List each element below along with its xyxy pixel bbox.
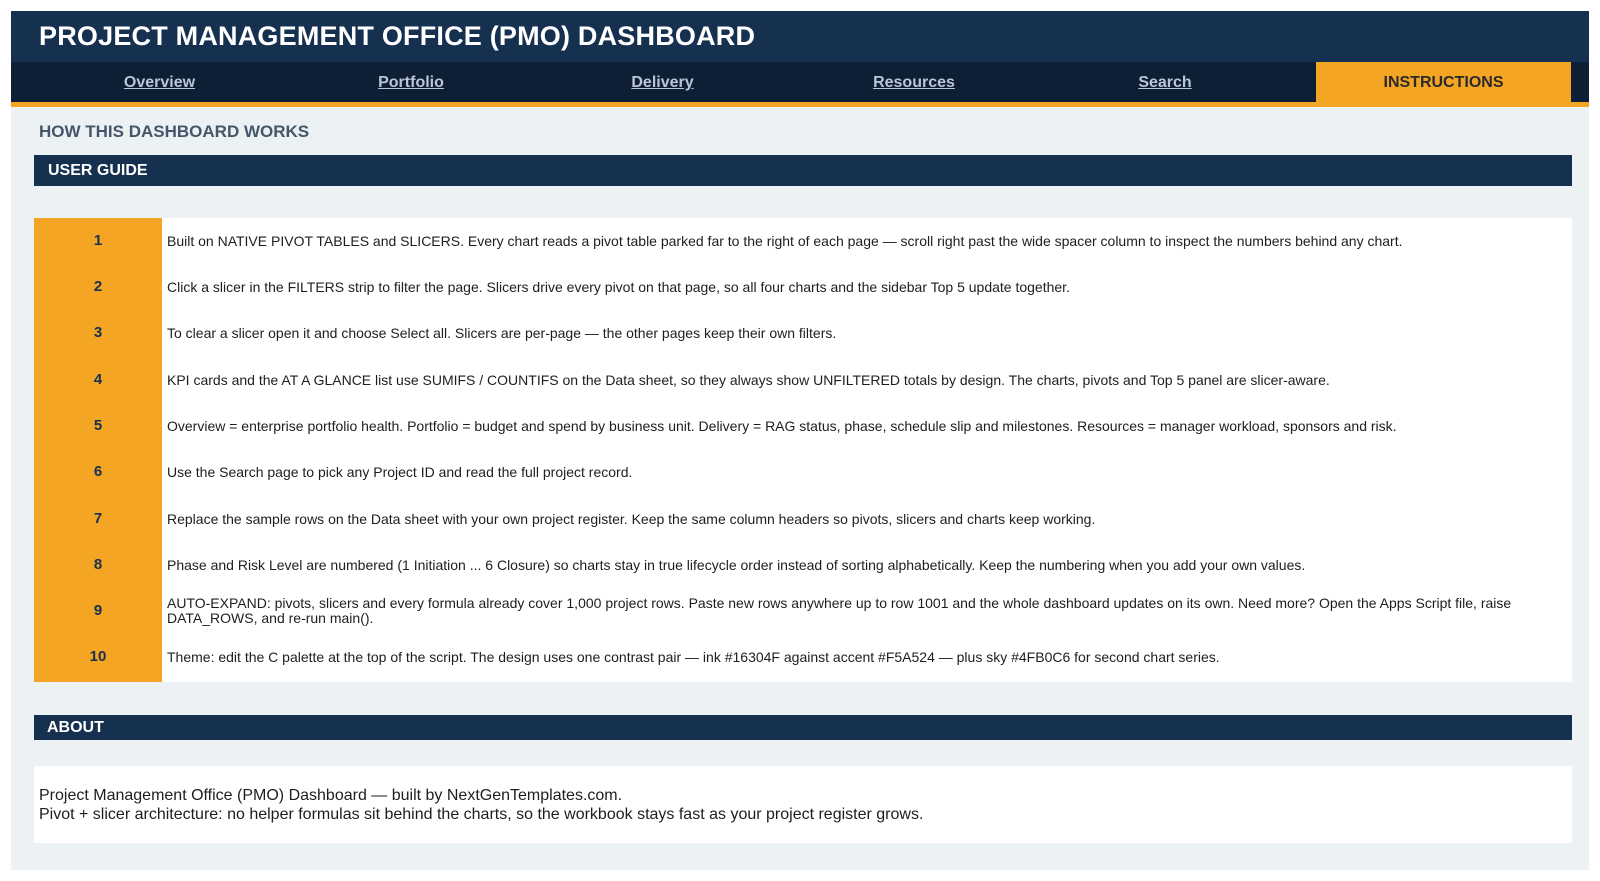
nav-bar	[11, 62, 1589, 102]
guide-row	[34, 634, 1572, 680]
step-text: Phase and Risk Level are numbered (1 Initiation ... 6 Closure) so charts stay in true lifecycle order instead of sorting alphabetically. Keep the numbering when you add your own values.	[167, 556, 1306, 573]
step-text: Click a slicer in the FILTERS strip to filter the page. Slicers drive every pivot on that page, so all four charts and the sidebar Top 5 update together.	[167, 278, 1070, 295]
step-text: KPI cards and the AT A GLANCE list use SUMIFS / COUNTIFS on the Data sheet, so they always show UNFILTERED totals by design. The charts, pivots and Top 5 panel are slicer-aware.	[167, 371, 1330, 388]
step-text: Overview = enterprise portfolio health. Portfolio = budget and spend by business unit. Delivery = RAG status, phase, schedule slip and milestones. Resources = manager workload, sponsors and risk.	[167, 417, 1397, 434]
user-guide-table	[34, 218, 1572, 682]
tab-resources[interactable]: Resources	[873, 74, 955, 91]
user-guide-heading: USER GUIDE	[34, 155, 1572, 186]
nav-underline-rule	[11, 102, 1589, 107]
about-line-1: Project Management Office (PMO) Dashboard — built by NextGenTemplates.com.	[39, 787, 623, 804]
step-number: 10	[89, 648, 107, 665]
step-number: 3	[93, 324, 103, 341]
step-number: 5	[93, 417, 103, 434]
guide-row	[34, 264, 1572, 310]
step-number: 6	[93, 463, 103, 480]
tab-instructions[interactable]: INSTRUCTIONS	[1316, 62, 1571, 102]
step-text: To clear a slicer open it and choose Select all. Slicers are per-page — the other pages keep their own filters.	[167, 324, 837, 341]
step-number: 4	[93, 371, 103, 388]
step-text: Built on NATIVE PIVOT TABLES and SLICERS. Every chart reads a pivot table parked far to the right of each page — scroll right past the wide spacer column to inspect the numbers behind any chart.	[167, 232, 1403, 249]
about-heading: ABOUT	[34, 715, 1572, 740]
tab-portfolio[interactable]: Portfolio	[378, 74, 444, 91]
step-text: Replace the sample rows on the Data sheet with your own project register. Keep the same column headers so pivots, slicers and charts keep working.	[167, 510, 1096, 527]
about-panel	[34, 766, 1572, 843]
guide-row	[34, 588, 1572, 634]
dashboard-sheet	[11, 11, 1589, 870]
guide-row	[34, 310, 1572, 356]
guide-row	[34, 218, 1572, 264]
step-number: 2	[93, 278, 103, 295]
about-line-2: Pivot + slicer architecture: no helper formulas sit behind the charts, so the workbook stays fast as your project register grows.	[39, 806, 924, 823]
step-text: Theme: edit the C palette at the top of the script. The design uses one contrast pair — ink #16304F against accent #F5A524 — plus sky #4FB0C6 for second chart series.	[167, 648, 1220, 665]
guide-row	[34, 496, 1572, 542]
step-number: 9	[93, 602, 103, 619]
section-title: HOW THIS DASHBOARD WORKS	[39, 122, 310, 141]
tab-search[interactable]: Search	[1138, 74, 1192, 91]
guide-row	[34, 449, 1572, 495]
tab-delivery[interactable]: Delivery	[631, 74, 694, 91]
guide-row	[34, 357, 1572, 403]
step-text: Use the Search page to pick any Project ID and read the full project record.	[167, 463, 633, 480]
tab-overview[interactable]: Overview	[123, 74, 196, 91]
step-text: AUTO-EXPAND: pivots, slicers and every formula already cover 1,000 project rows. Paste new rows anywhere up to row 1001 and the whole dashboard updates on its own. Need more? Open the Apps Script file, raise DATA_ROWS, and re-run main().	[167, 595, 1512, 626]
step-number: 7	[93, 510, 103, 527]
step-number: 8	[93, 556, 103, 573]
page-title: PROJECT MANAGEMENT OFFICE (PMO) DASHBOARD	[39, 21, 756, 51]
step-number: 1	[93, 232, 103, 249]
guide-row	[34, 403, 1572, 449]
guide-row	[34, 542, 1572, 588]
header-banner	[11, 11, 1589, 62]
